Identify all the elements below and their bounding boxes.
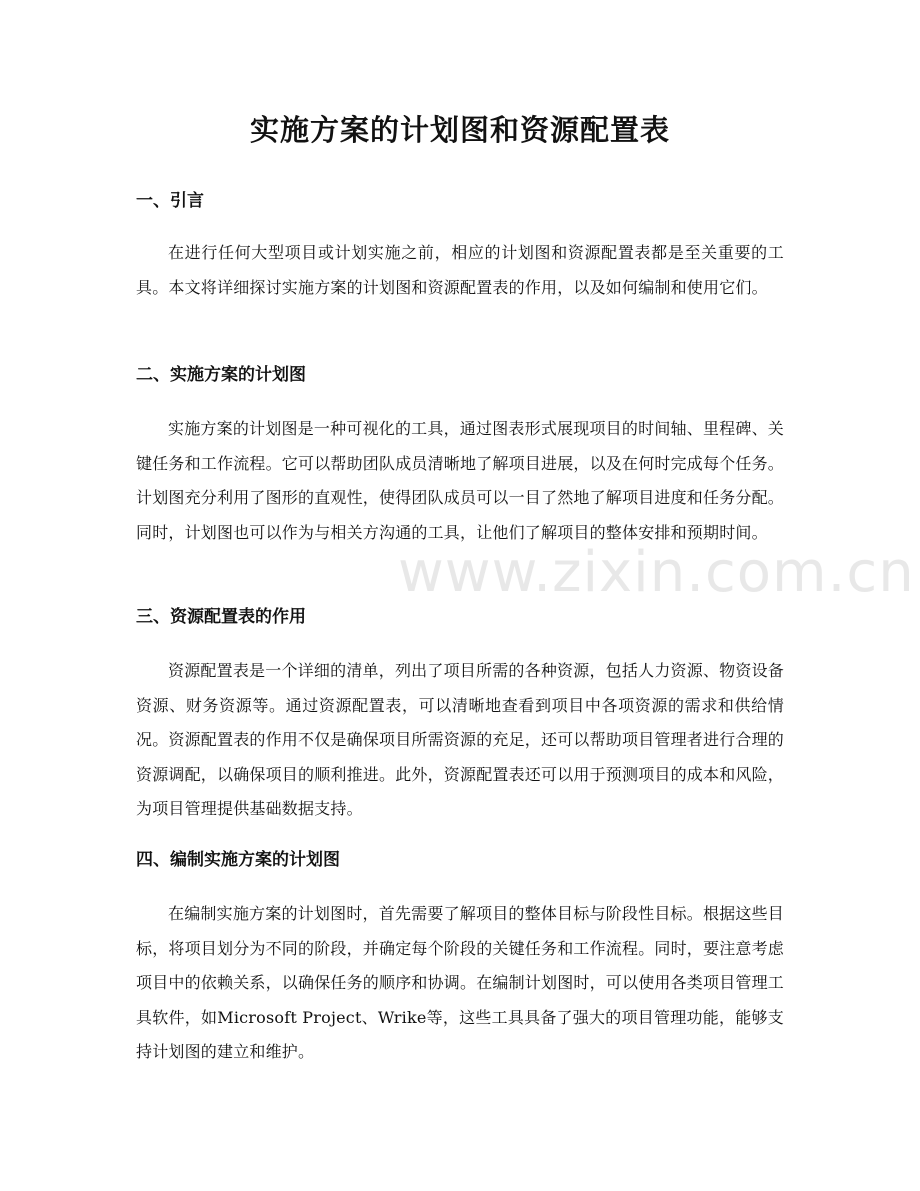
section-compile-plan xyxy=(0,845,920,1070)
section-heading: 三、资源配置表的作用 xyxy=(136,607,306,627)
section-heading: 一、引言 xyxy=(136,191,204,211)
section-paragraph: 在进行任何大型项目或计划实施之前，相应的计划图和资源配置表都是至关重要的工具。本文将详细探讨实施方案的计划图和资源配置表的作用，以及如何编制和使用它们。 xyxy=(136,243,784,297)
section-paragraph: 实施方案的计划图是一种可视化的工具，通过图表形式展现项目的时间轴、里程碑、关键任务和工作流程。它可以帮助团队成员清晰地了解项目进展，以及在何时完成每个任务。计划图充分利用了图形的直观性，使得团队成员可以一目了然地了解项目进度和任务分配。同时，计划图也可以作为与相关方沟通的工具，让他们了解项目的整体安排和预期时间。 xyxy=(136,419,785,542)
section-heading: 四、编制实施方案的计划图 xyxy=(136,850,340,870)
section-resource-table xyxy=(0,602,920,827)
section-heading: 二、实施方案的计划图 xyxy=(136,365,306,385)
page-title: 实施方案的计划图和资源配置表 xyxy=(249,113,670,147)
section-paragraph: 在编制实施方案的计划图时，首先需要了解项目的整体目标与阶段性目标。根据这些目标，将项目划分为不同的阶段，并确定每个阶段的关键任务和工作流程。同时，要注意考虑项目中的依赖关系，以确保任务的顺序和协调。在编制计划图时，可以使用各类项目管理工具软件，如Microsoft Project、Wrike等，这些工具具备了强大的项目管理功能，能够支持计划图的建立和维护。 xyxy=(136,904,785,1062)
watermark: www.zixin.com.cn xyxy=(398,540,915,605)
section-plan-chart xyxy=(0,360,920,550)
section-introduction xyxy=(0,186,920,305)
section-paragraph: 资源配置表是一个详细的清单，列出了项目所需的各种资源，包括人力资源、物资设备资源、财务资源等。通过资源配置表，可以清晰地查看到项目中各项资源的需求和供给情况。资源配置表的作用不仅是确保项目所需资源的充足，还可以帮助项目管理者进行合理的资源调配，以确保项目的顺利推进。此外，资源配置表还可以用于预测项目的成本和风险，为项目管理提供基础数据支持。 xyxy=(136,661,785,819)
